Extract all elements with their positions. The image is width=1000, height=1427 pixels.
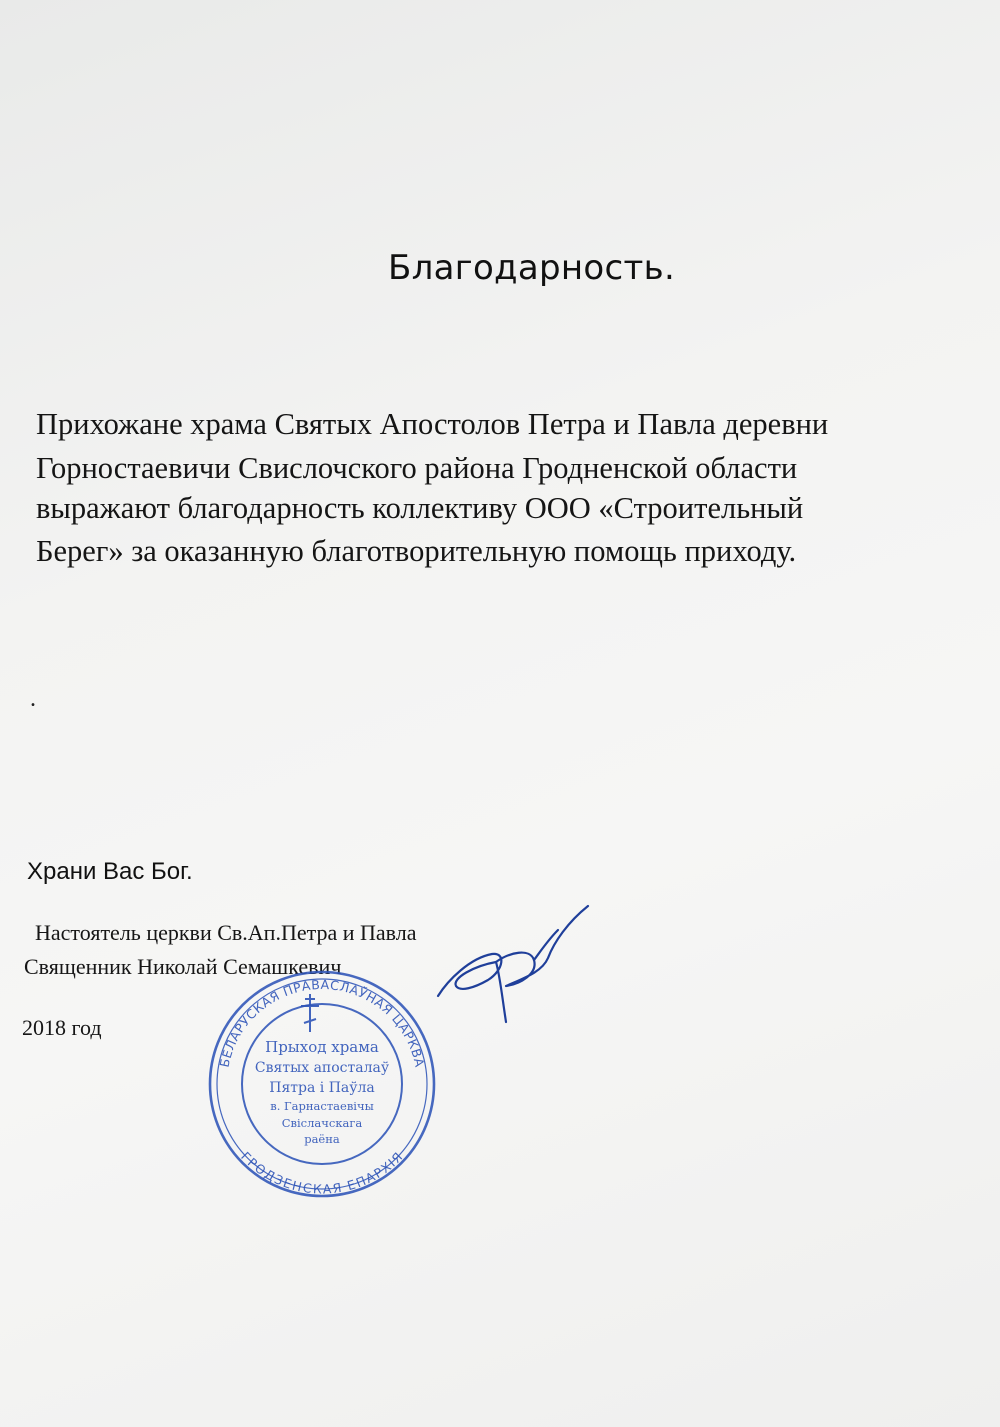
document-title: Благодарность.: [388, 248, 676, 288]
body-line-2: Горностаевичи Свислочского района Гродненской области: [36, 451, 798, 485]
document-year: 2018 год: [22, 1015, 102, 1040]
stray-dot: .: [30, 686, 36, 712]
stamp-center-line-3: Пятра і Паўла: [269, 1080, 375, 1096]
orthodox-cross-icon: [301, 994, 319, 1032]
signatory-name: Священник Николай Семашкевич: [24, 954, 342, 979]
parish-stamp: [206, 968, 438, 1200]
stamp-center-line-6: раёна: [304, 1132, 340, 1146]
stamp-center-line-1: Прыход храма: [265, 1038, 379, 1056]
handwritten-signature: [430, 900, 600, 1030]
body-line-4: Берег» за оказанную благотворительную помощь приходу.: [36, 534, 797, 568]
body-line-3: выражают благодарность коллективу ООО «Строительный: [36, 491, 804, 525]
stamp-ring-bottom-text: ГРОДЗЕНСКАЯ ЕПАРХІЯ: [238, 1148, 406, 1197]
stamp-center-line-4: в. Гарнастаевічы: [270, 1099, 374, 1113]
body-line-1: Прихожане храма Святых Апостолов Петра и Павла деревни: [36, 407, 829, 441]
stamp-center-line-5: Свіслачскага: [281, 1116, 363, 1130]
blessing-text: Храни Вас Бог.: [27, 858, 193, 885]
signatory-position: Настоятель церкви Св.Ап.Петра и Павла: [35, 920, 417, 945]
stamp-ring-top-text: БЕЛАРУСКАЯ ПРАВАСЛАЎНАЯ ЦАРКВА: [216, 976, 428, 1069]
stamp-center-line-2: Святых апосталаў: [254, 1060, 390, 1076]
